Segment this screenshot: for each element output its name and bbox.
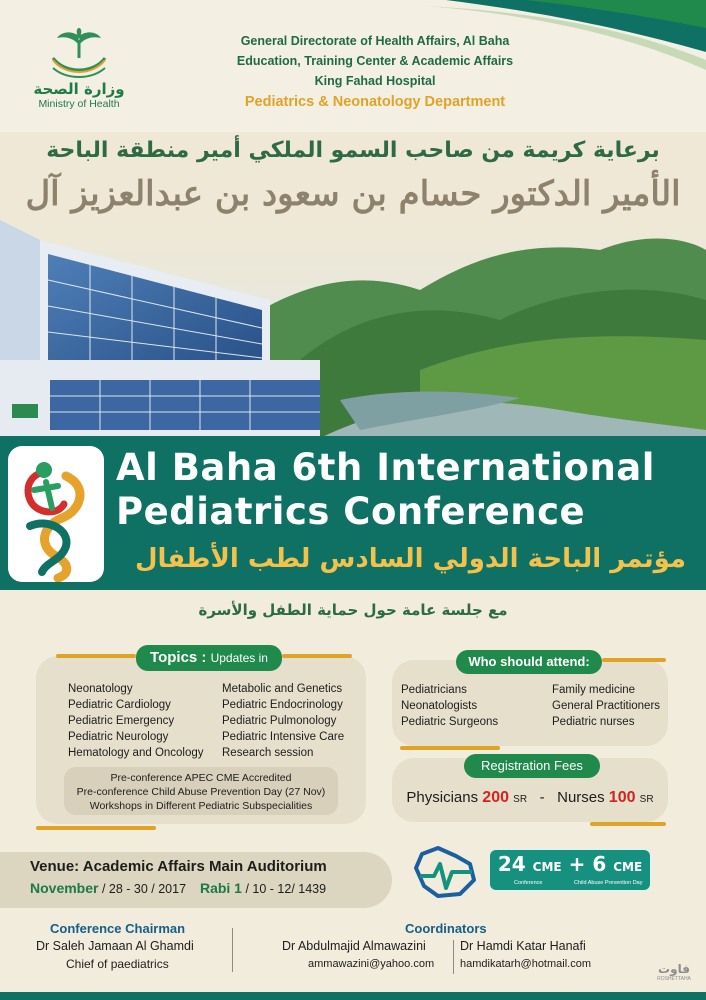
chairman-heading: Conference Chairman: [50, 921, 186, 936]
ministry-name-english: Ministry of Health: [38, 98, 120, 110]
nurses-label: Nurses: [557, 789, 605, 806]
cme-plus: +: [568, 852, 586, 876]
accent-bar: [282, 654, 352, 658]
audience-column-2: [552, 682, 660, 730]
footer-bar: [0, 992, 706, 1000]
cme-credits: [490, 852, 650, 876]
coordinators-heading: Coordinators: [405, 921, 487, 936]
hospital-landscape-illustration: [0, 220, 706, 438]
department-name: Pediatrics & Neonatology Department: [244, 94, 506, 110]
conference-title-english: [116, 446, 696, 534]
venue-name: Venue: Academic Affairs Main Auditorium: [30, 858, 327, 875]
topic-item: Metabolic and Genetics: [222, 683, 343, 695]
org-line-training: Education, Training Center & Academic Affairs: [236, 54, 514, 68]
cme-label-prevention-day: Child Abuse Prevention Day: [574, 880, 643, 886]
coordinator-name: Dr Abdulmajid Almawazini: [282, 939, 426, 953]
title-line-2: Pediatrics Conference: [116, 490, 586, 533]
title-line-1: Al Baha 6th International: [116, 446, 655, 489]
currency-label: SR: [639, 794, 654, 805]
cme-number-2: 6: [592, 852, 607, 876]
preconference-line: Pre-conference APEC CME Accredited: [110, 772, 292, 784]
audience-heading: Who should attend:: [456, 650, 602, 674]
accent-bar: [56, 654, 136, 658]
accent-bar: [400, 746, 500, 750]
preconference-line: Pre-conference Child Abuse Prevention Day (27 Nov): [76, 786, 326, 798]
audience-item: Neonatologists: [401, 700, 478, 712]
ministry-name-arabic: وزارة الصحة: [33, 80, 125, 98]
watermark: [654, 962, 694, 982]
cme-credits-badge: [488, 848, 652, 892]
patron-name-calligraphy: الأمير الدكتور حسام بن سعود بن عبدالعزيز آل: [25, 174, 681, 214]
org-line-hospital: King Fahad Hospital: [314, 74, 436, 88]
preconference-line: Workshops in Different Pediatric Subspecialities: [89, 800, 313, 812]
cme-unit-2: CME: [613, 860, 643, 874]
coordinator-email: ammawazini@yahoo.com: [308, 958, 435, 970]
audience-item: Pediatric Surgeons: [401, 716, 499, 728]
palm-swords-icon: [47, 28, 111, 80]
hijri-dates: / 10 - 12/ 1439: [245, 882, 327, 896]
organization-block: [220, 31, 530, 113]
venue-dates: [30, 880, 326, 896]
org-line-directorate: General Directorate of Health Affairs, Al Baha: [240, 34, 510, 48]
audience-item: Pediatric nurses: [552, 716, 635, 728]
nurses-fee: 100: [608, 789, 636, 806]
conference-logo: [8, 446, 104, 582]
coordinator-email: hamdikatarh@hotmail.com: [460, 958, 591, 970]
audience-item: Pediatricians: [401, 684, 467, 696]
cme-unit-1: CME: [532, 860, 562, 874]
divider: [232, 928, 233, 972]
watermark-arabic: فاوت: [658, 962, 690, 976]
topic-item: Neonatology: [68, 683, 133, 695]
currency-label: SR: [513, 794, 528, 805]
fee-separator: -: [539, 789, 545, 806]
topic-item: Pediatric Cardiology: [68, 699, 171, 711]
gregorian-dates: / 28 - 30 / 2017: [101, 882, 187, 896]
child-caduceus-icon: [8, 446, 104, 582]
watermark-english: ROSHETTAHA: [657, 976, 691, 982]
chairman-role: Chief of paediatrics: [66, 957, 169, 971]
physicians-label: Physicians: [406, 789, 479, 806]
accent-bar: [590, 822, 666, 826]
topic-item: Pediatric Emergency: [68, 715, 175, 727]
topics-heading-sub: Updates in: [210, 651, 268, 665]
ministry-logo: [26, 28, 132, 110]
topic-item: Pediatric Neurology: [68, 731, 169, 743]
accent-bar: [602, 658, 666, 662]
topic-item: Hematology and Oncology: [68, 747, 204, 759]
chairman-name: Dr Saleh Jamaan Al Ghamdi: [36, 939, 194, 953]
physicians-fee: 200: [482, 789, 509, 806]
topics-heading: [136, 645, 282, 671]
coordinator-name: Dr Hamdi Katar Hanafi: [460, 939, 586, 953]
topics-column-1: [68, 681, 204, 761]
cme-number-1: 24: [497, 852, 526, 876]
audience-item: General Practitioners: [552, 700, 661, 712]
cme-label-conference: Conference: [514, 880, 543, 886]
topics-column-2: [222, 681, 344, 761]
divider: [453, 940, 454, 974]
saudi-map-heartbeat-icon: [412, 846, 478, 900]
plenary-subtitle-arabic: مع جلسة عامة حول حماية الطفل والأسرة: [198, 601, 508, 619]
topic-item: Research session: [222, 747, 314, 759]
preconference-box: [64, 767, 338, 815]
month-label: November: [30, 880, 99, 896]
topic-item: Pediatric Intensive Care: [222, 731, 345, 743]
topics-heading-label: Topics :: [150, 649, 207, 666]
audience-column-1: [401, 682, 498, 730]
conference-title-arabic: مؤتمر الباحة الدولي السادس لطب الأطفال: [134, 544, 686, 574]
patronage-line: برعاية كريمة من صاحب السمو الملكي أمير منطقة الباحة: [46, 138, 660, 163]
fees-heading: Registration Fees: [464, 754, 600, 778]
hijri-month-label: Rabi 1: [199, 880, 242, 896]
fees-line: [396, 789, 664, 807]
accent-bar: [36, 826, 156, 830]
audience-item: Family medicine: [552, 684, 636, 696]
topic-item: Pediatric Pulmonology: [222, 715, 337, 727]
topic-item: Pediatric Endocrinology: [222, 699, 343, 711]
